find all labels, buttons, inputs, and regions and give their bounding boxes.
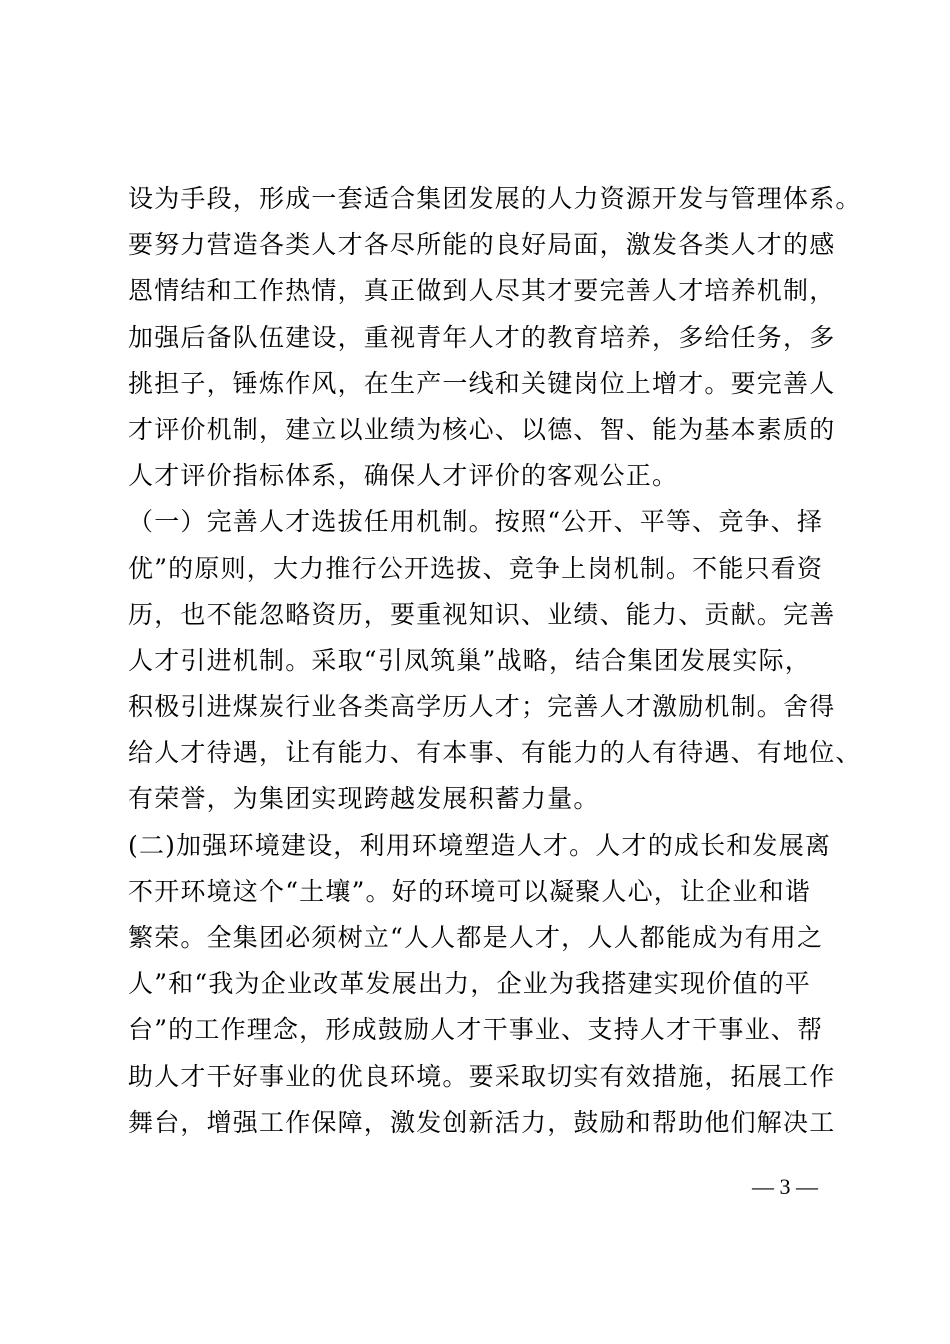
text-line: 有荣誉，为集团实现跨越发展积蓄力量。 bbox=[128, 784, 600, 814]
text-line: 繁荣。全集团必须树立“人人都是人才，人人都能成为有用之 bbox=[128, 923, 824, 952]
text-line: 加强后备队伍建设，重视青年人才的教育培养，多给任务，多 bbox=[128, 322, 836, 352]
text-line: 台”的工作理念，形成鼓励人才干事业、支持人才干事业、帮 bbox=[128, 1015, 824, 1045]
text-line: 历，也不能忽略资历，要重视知识、业绩、能力、贡献。完善 bbox=[128, 599, 836, 629]
text-line: 助人才干好事业的优良环境。要采取切实有效措施，拓展工作 bbox=[128, 1061, 836, 1091]
text-line: 积极引进煤炭行业各类高学历人才；完善人才激励机制。舍得 bbox=[128, 692, 836, 722]
text-line: 恩情结和工作热情，真正做到人尽其才要完善人才培养机制， bbox=[128, 276, 836, 306]
body-text bbox=[128, 176, 868, 1146]
text-line: 人才评价指标体系，确保人才评价的客观公正。 bbox=[128, 461, 679, 491]
text-line: 人”和“我为企业改革发展出力，企业为我搭建实现价值的平 bbox=[128, 969, 811, 999]
text-line: 人才引进机制。采取“引凤筑巢”战略，结合集团发展实际， bbox=[128, 645, 811, 675]
text-line: 挑担子，锤炼作风，在生产一线和关键岗位上增才。要完善人 bbox=[128, 368, 836, 398]
section-heading-line: (二)加强环境建设，利用环境塑造人才。人才的成长和发展离 bbox=[128, 830, 832, 860]
section-heading-line: （一）完善人才选拔任用机制。按照“公开、平等、竞争、择 bbox=[128, 507, 824, 537]
text-line: 优”的原则，大力推行公开选拔、竞争上岗机制。不能只看资 bbox=[128, 553, 824, 583]
text-line: 舞台，增强工作保障，激发创新活力，鼓励和帮助他们解决工 bbox=[128, 1107, 836, 1137]
text-line: 不开环境这个“土壤”。好的环境可以凝聚人心，让企业和谐 bbox=[128, 876, 811, 906]
text-line: 才评价机制，建立以业绩为核心、以德、智、能为基本素质的 bbox=[128, 414, 836, 444]
text-line: 要努力营造各类人才各尽所能的良好局面，激发各类人才的感 bbox=[128, 230, 836, 260]
page-number: — 3 — bbox=[752, 1174, 818, 1199]
text-line: 设为手段，形成一套适合集团发展的人力资源开发与管理体系。 bbox=[128, 184, 862, 213]
text-line: 给人才待遇，让有能力、有本事、有能力的人有待遇、有地位、 bbox=[128, 738, 862, 768]
